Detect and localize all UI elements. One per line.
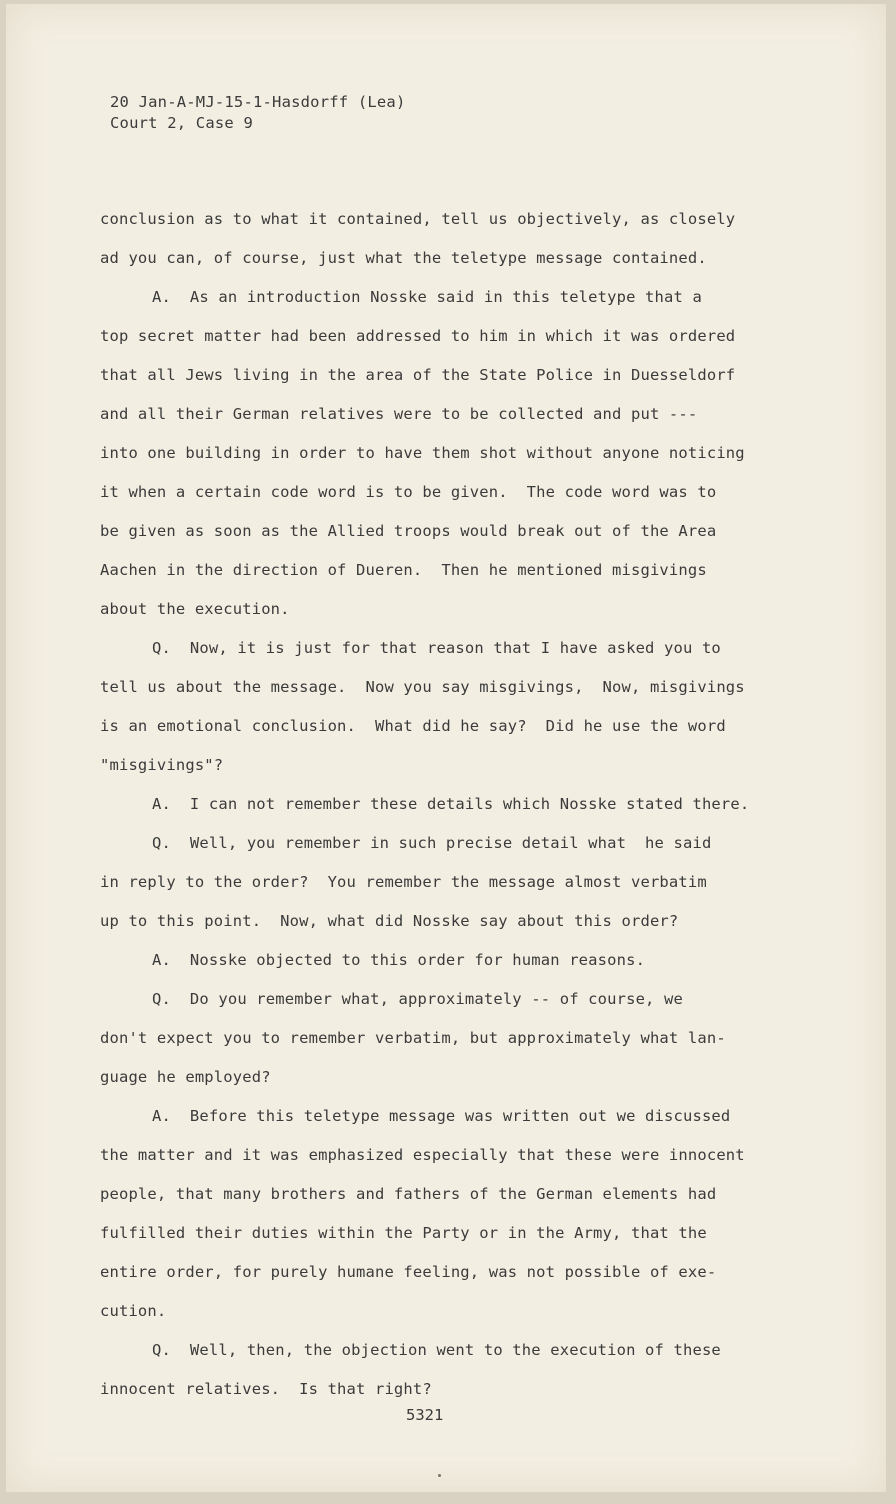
transcript-line: it when a certain code word is to be given. The code word was to — [100, 483, 717, 501]
transcript-line: top secret matter had been addressed to him in which it was ordered — [100, 327, 736, 345]
transcript-line: guage he employed? — [100, 1068, 271, 1086]
transcript-line: into one building in order to have them shot without anyone noticing — [100, 444, 745, 462]
transcript-line: tell us about the message. Now you say misgivings, Now, misgivings — [100, 678, 745, 696]
document-page — [6, 4, 886, 1492]
document-header — [110, 92, 406, 134]
paper-speck — [438, 1474, 441, 1477]
transcript-line: A. I can not remember these details which Nosske stated there. — [152, 795, 750, 813]
transcript-body — [100, 200, 790, 1409]
transcript-line: Q. Well, you remember in such precise detail what he said — [152, 834, 712, 852]
transcript-line: up to this point. Now, what did Nosske say about this order? — [100, 912, 679, 930]
transcript-line: cution. — [100, 1302, 167, 1320]
transcript-line: innocent relatives. Is that right? — [100, 1380, 432, 1398]
transcript-line: people, that many brothers and fathers of the German elements had — [100, 1185, 717, 1203]
transcript-line: A. Before this teletype message was written out we discussed — [152, 1107, 731, 1125]
transcript-line: ad you can, of course, just what the teletype message contained. — [100, 249, 707, 267]
transcript-line: fulfilled their duties within the Party or in the Army, that the — [100, 1224, 707, 1242]
transcript-line: Q. Do you remember what, approximately -- of course, we — [152, 990, 683, 1008]
transcript-line: Aachen in the direction of Dueren. Then he mentioned misgivings — [100, 561, 707, 579]
transcript-line: and all their German relatives were to be collected and put --- — [100, 405, 698, 423]
header-court-line: Court 2, Case 9 — [110, 114, 253, 132]
transcript-line: Q. Well, then, the objection went to the execution of these — [152, 1341, 721, 1359]
transcript-line: A. Nosske objected to this order for human reasons. — [152, 951, 646, 969]
transcript-line: don't expect you to remember verbatim, but approximately what lan- — [100, 1029, 726, 1047]
transcript-line: A. As an introduction Nosske said in this teletype that a — [152, 288, 702, 306]
transcript-line: that all Jews living in the area of the State Police in Duesseldorf — [100, 366, 736, 384]
transcript-line: be given as soon as the Allied troops would break out of the Area — [100, 522, 717, 540]
header-session-line: 20 Jan-A-MJ-15-1-Hasdorff (Lea) — [110, 93, 406, 111]
transcript-line: entire order, for purely humane feeling, was not possible of exe- — [100, 1263, 717, 1281]
transcript-line: "misgivings"? — [100, 756, 224, 774]
transcript-line: Q. Now, it is just for that reason that I have asked you to — [152, 639, 721, 657]
transcript-line: the matter and it was emphasized especially that these were innocent — [100, 1146, 745, 1164]
transcript-line: conclusion as to what it contained, tell us objectively, as closely — [100, 210, 736, 228]
transcript-line: is an emotional conclusion. What did he say? Did he use the word — [100, 717, 726, 735]
transcript-line: in reply to the order? You remember the message almost verbatim — [100, 873, 707, 891]
page-number: 5321 — [406, 1406, 444, 1424]
transcript-line: about the execution. — [100, 600, 290, 618]
